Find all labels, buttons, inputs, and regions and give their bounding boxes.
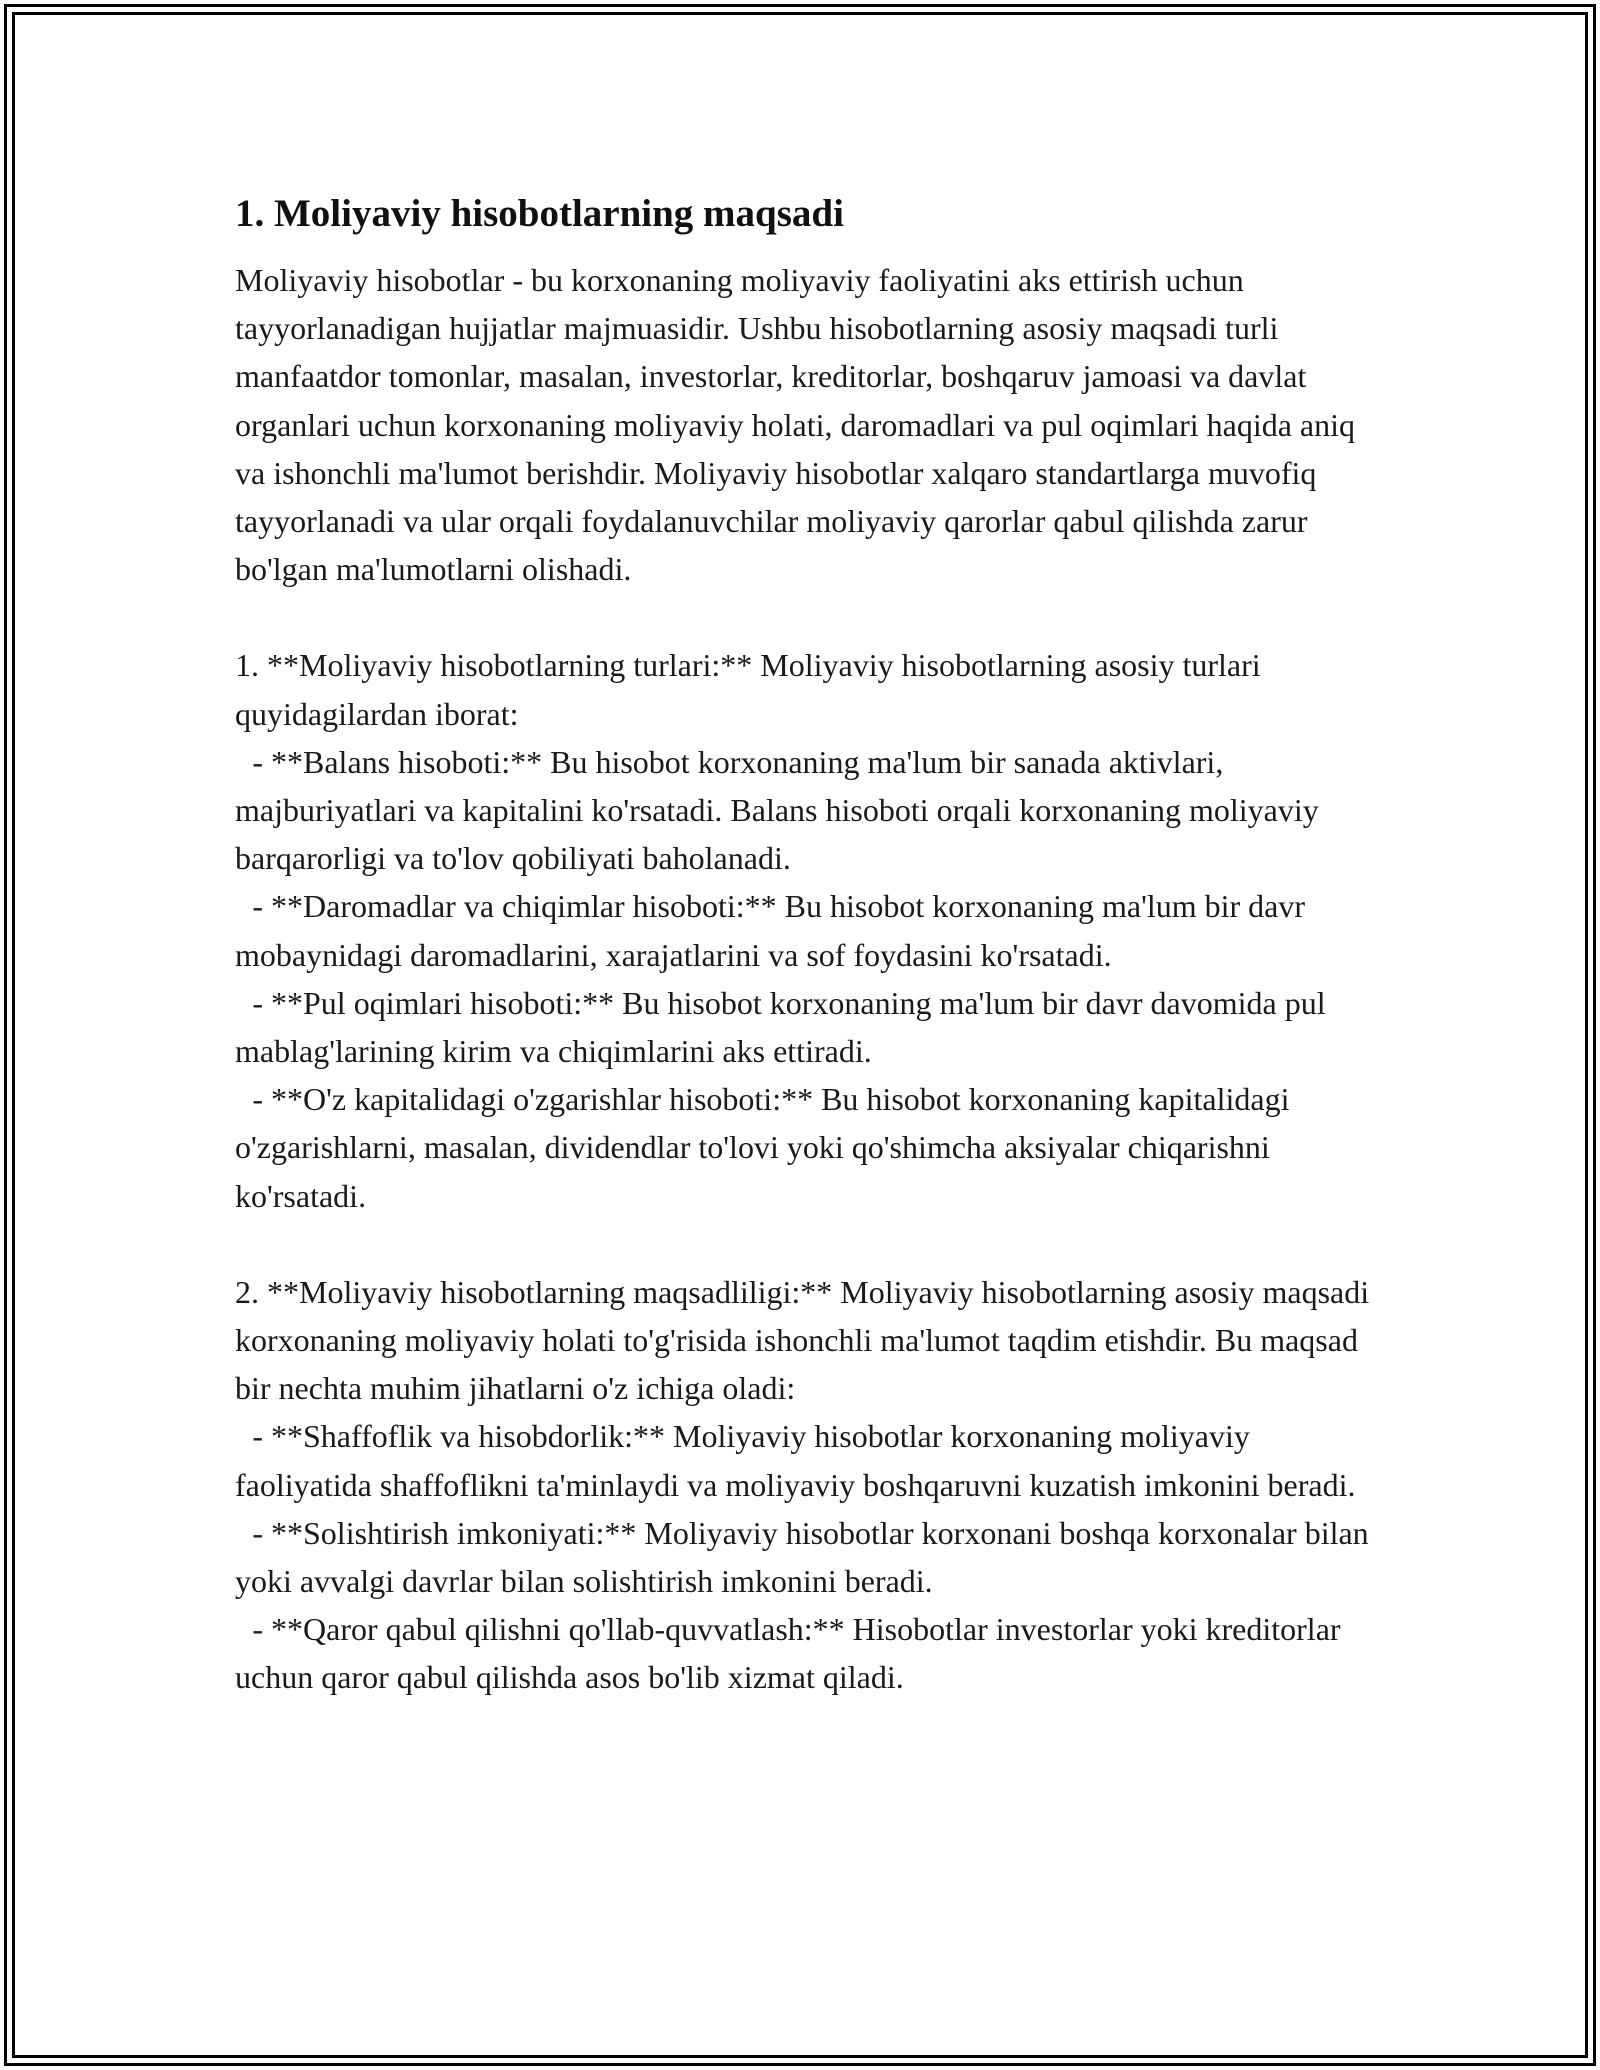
list-item (235, 1412, 1375, 1508)
list-item (235, 1605, 1375, 1701)
list-item (235, 882, 1375, 978)
intro-paragraph: Moliyaviy hisobotlar - bu korxonaning moliyaviy faoliyatini aks ettirish uchun tayyorlanadigan hujjatlar majmuasidir. Ushbu hisobotlarning asosiy maqsadi turli manfaatdor tomonlar, masalan, investorlar, kreditorlar, boshqaruv jamoasi va davlat organlari uchun korxonaning moliyaviy holati, daromadlari va pul oqimlari haqida aniq va ishonchli ma'lumot berishdir. Moliyaviy hisobotlar xalqaro standartlarga muvofiq tayyorlanadi va ular orqali foydalanuvchilar moliyaviy qarorlar qabul qilishda zarur bo'lgan ma'lumotlarni olishadi. (235, 262, 1356, 588)
section-lead: 2. **Moliyaviy hisobotlarning maqsadliligi:** Moliyaviy hisobotlarning asosiy maqsadi korxonaning moliyaviy holati to'g'risida ishonchli ma'lumot taqdim etishdir. Bu maqsad bir nechta muhim jihatlarni o'z ichiga oladi: (235, 1273, 1370, 1407)
bullet-marker: - (252, 1081, 263, 1118)
list-item-text: **Solishtirish imkoniyati:** Moliyaviy hisobotlar korxonani boshqa korxonalar bilan yoki avvalgi davrlar bilan solishtirish imkonini beradi. (235, 1514, 1369, 1600)
bullet-marker: - (252, 1418, 263, 1455)
bullet-marker: - (252, 1514, 263, 1551)
list-item-text: **Pul oqimlari hisoboti:** Bu hisobot korxonaning ma'lum bir davr davomida pul mablag'larining kirim va chiqimlarini aks ettiradi. (235, 984, 1326, 1070)
list-item-text: **Shaffoflik va hisobdorlik:** Moliyaviy hisobotlar korxonaning moliyaviy faoliyatida shaffoflikni ta'minlaydi va moliyaviy boshqaruvni kuzatish imkonini beradi. (235, 1418, 1356, 1503)
list-item-text: **Balans hisoboti:** Bu hisobot korxonaning ma'lum bir sanada aktivlari, majburiyatlari va kapitalini ko'rsatadi. Balans hisoboti orqali korxonaning moliyaviy barqarorligi va to'lov qobiliyati baholanadi. (235, 743, 1319, 877)
list-item (235, 1075, 1375, 1220)
section-lead: 1. **Moliyaviy hisobotlarning turlari:** Moliyaviy hisobotlarning asosiy turlari quyidagilardan iborat: (235, 647, 1261, 732)
list-item (235, 979, 1375, 1075)
document-body (235, 186, 1375, 1702)
document-title: 1. Moliyaviy hisobotlarning maqsadi (235, 192, 844, 235)
bullet-marker: - (252, 984, 263, 1021)
list-item-text: **Qaror qabul qilishni qo'llab-quvvatlash:** Hisobotlar investorlar yoki kreditorlar uchun qaror qabul qilishda asos bo'lib xizmat qiladi. (235, 1611, 1341, 1696)
list-item-text: **Daromadlar va chiqimlar hisoboti:** Bu hisobot korxonaning ma'lum bir davr mobaynidagi daromadlarini, xarajatlarini va sof foydasini ko'rsatadi. (235, 888, 1306, 973)
list-item-text: **O'z kapitalidagi o'zgarishlar hisoboti:** Bu hisobot korxonaning kapitalidagi o'zgarishlarni, masalan, dividendlar to'lovi yoki qo'shimcha aksiyalar chiqarishni ko'rsatadi. (235, 1081, 1290, 1214)
section-report-purpose (235, 1268, 1375, 1702)
list-item (235, 1509, 1375, 1605)
bullet-marker: - (252, 743, 263, 780)
section-report-types (235, 641, 1375, 1219)
bullet-marker: - (252, 888, 263, 925)
bullet-marker: - (252, 1611, 263, 1648)
list-item (235, 738, 1375, 883)
